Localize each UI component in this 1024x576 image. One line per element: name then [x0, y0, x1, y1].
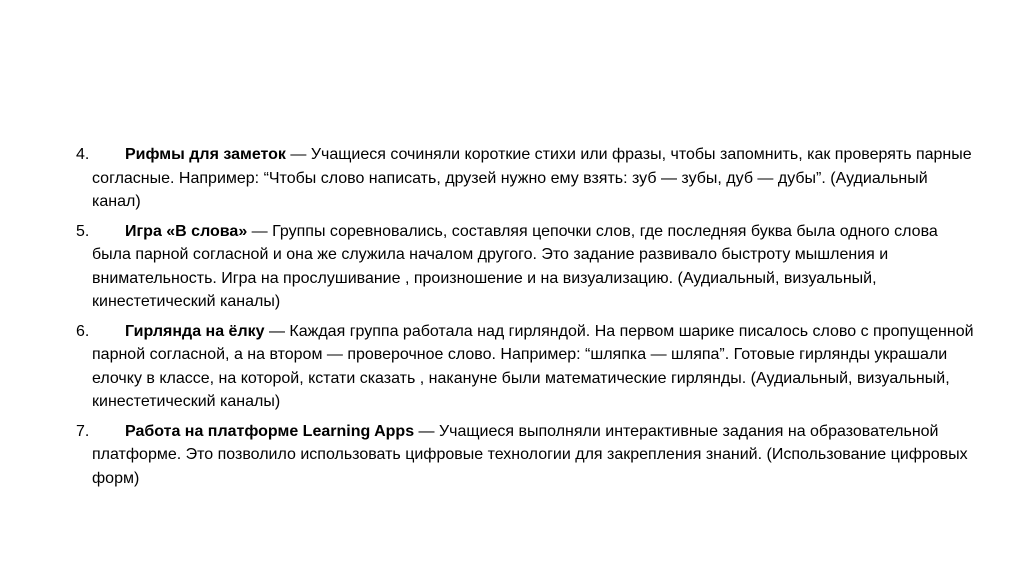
list-item [76, 143, 976, 214]
item-text: — Группы соревновались, составляя цепочки слов, где последняя буква была одного слова была парной согласной и она же служила началом другого. Это задание развивало быстроту мышления и внимательность. Игра на прослушивание , произношение и на визуализацию. (Аудиальный, визуальный, кинестетический каналы) [92, 222, 938, 310]
item-title: Игра «В слова» [125, 222, 248, 240]
item-number: 5. [76, 222, 90, 240]
item-number: 4. [76, 146, 90, 163]
item-text: — Учащиеся выполняли интерактивные задания на образовательной платформе. Это позволило использовать цифровые технологии для закрепления знаний. (Использование цифровых форм) [92, 422, 968, 487]
list-item [76, 320, 976, 414]
item-text: — Учащиеся сочиняли короткие стихи или фразы, чтобы запомнить, как проверять парные согласные. Например: “Чтобы слово написать, друзей нужно ему взять: зуб — зубы, дуб — дубы”. (Аудиальный канал) [92, 146, 972, 210]
item-number: 7. [76, 422, 90, 440]
item-title: Работа на платформе Learning Apps [125, 422, 415, 440]
list-item [76, 220, 976, 314]
item-number: 6. [76, 322, 90, 340]
numbered-list [76, 143, 976, 496]
list-item [76, 420, 976, 491]
item-title: Рифмы для заметок [125, 146, 286, 163]
item-title: Гирлянда на ёлку [125, 322, 265, 340]
item-text: — Каждая группа работала над гирляндой. На первом шарике писалось слово с пропущенной парной согласной, а на втором — проверочное слово. Например: “шляпка — шляпа”. Готовые гирлянды украшали елочку в классе, на которой, кстати сказать , накануне были математические гирлянды. (Аудиальный, визуальный, кинестетический каналы) [92, 322, 974, 410]
